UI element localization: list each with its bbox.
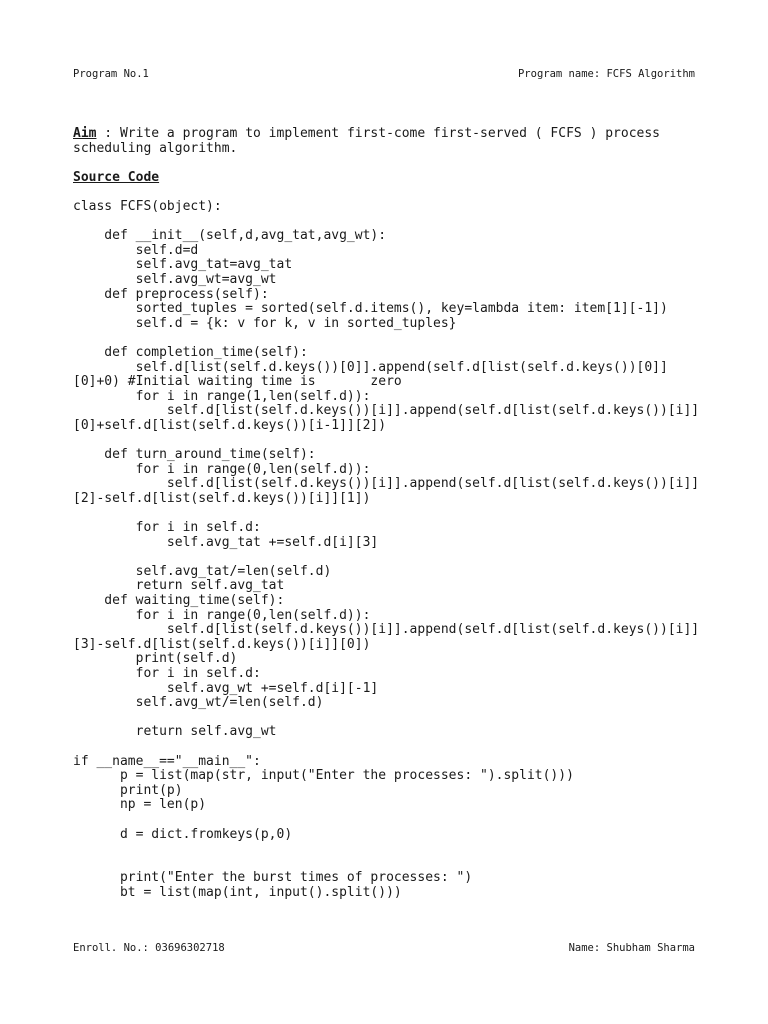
source-code-block: class FCFS(object): def __init__(self,d,avg_tat,avg_wt): self.d=d self.avg_tat=avg_tat self.avg_wt=avg_wt def preprocess(self): sorted_tuples = sorted(self.d.items(), key=lambda item: item[1][-1]) self.d = {k: v for k, v in sorted_tuples} def completion_time(self): self.d[list(self.d.keys())[0]].append(self.d[list(self.d.keys())[0]] [0]+0) #Initial waiting time is zero for i in range(1,len(self.d)): self.d[list(self.d.keys())[i]].append(self.d[list(self.d.keys())[i]] [0]+self.d[list(self.d.keys())[i-1]][2]) def turn_around_time(self): for i in range(0,len(self.d)): self.d[list(self.d.keys())[i]].append(self.d[list(self.d.keys())[i]] [2]-self.d[list(self.d.keys())[i]][1]) for i in self.d: self.avg_tat +=self.d[i][3] self.avg_tat/=len(self.d) return self.avg_tat def waiting_time(self): for i in range(0,len(self.d)): self.d[list(self.d.keys())[i]].append(self.d[list(self.d.keys())[i]] [3]-self.d[list(self.d.keys())[i]][0]) print(self.d) for i in self.d: self.avg_wt +=self.d[i][-1] self.avg_wt/=len(self.d) return self.avg_wt if __name__=="__main__": p = list(map(str, input("Enter the processes: ").split())) print(p) np = len(p) d = dict.fromkeys(p,0) print("Enter the burst times of processes: ") bt = list(map(int, input().split())) [73, 198, 700, 900]
program-number: Program No.1 [73, 68, 149, 80]
enrollment-number: Enroll. No.: 03696302718 [73, 942, 225, 954]
document-body [73, 127, 703, 900]
aim-text: : Write a program to implement first-come first-served ( FCFS ) process scheduling algorithm. [73, 126, 661, 156]
aim-label: Aim [73, 126, 97, 141]
source-code-heading: Source Code [73, 169, 160, 185]
aim-paragraph [73, 127, 703, 156]
program-name: Program name: FCFS Algorithm [517, 68, 695, 80]
student-name: Name: Shubham Sharma [568, 942, 695, 954]
